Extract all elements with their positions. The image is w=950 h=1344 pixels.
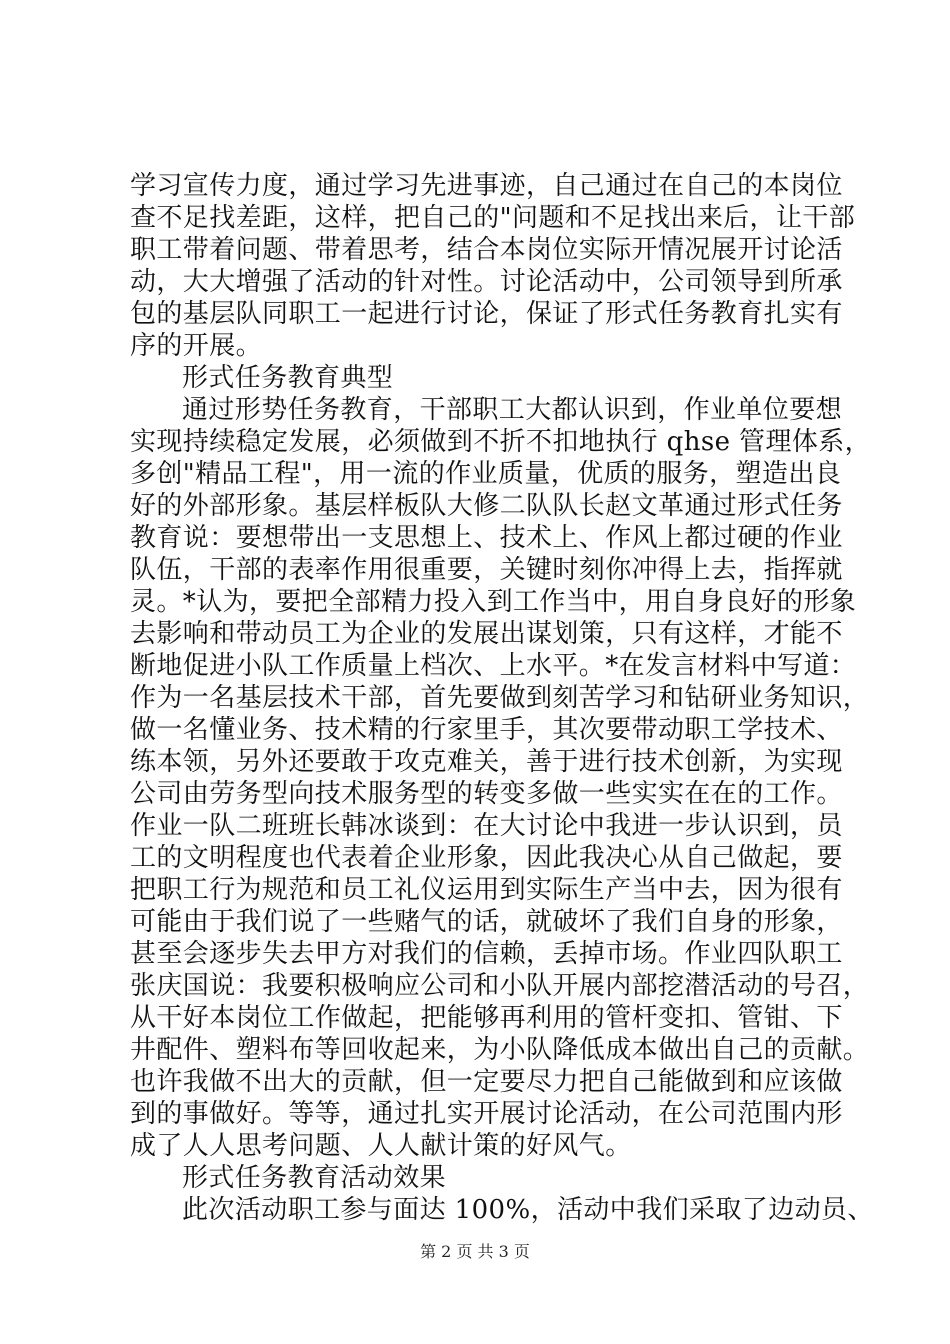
body-line: 张庆国说：我要积极响应公司和小队开展内部挖潜活动的号召， xyxy=(130,971,870,1001)
body-line: 到的事做好。等等，通过扎实开展讨论活动，在公司范围内形 xyxy=(130,1099,843,1129)
body-line: 包的基层队同职工一起进行讨论，保证了形式任务教育扎实有 xyxy=(130,299,843,329)
body-line: 练本领，另外还要敢于攻克难关，善于进行技术创新，为实现 xyxy=(130,747,843,777)
body-line: 工的文明程度也代表着企业形象，因此我决心从自己做起，要 xyxy=(130,843,843,873)
section-heading: 形式任务教育典型 xyxy=(182,363,394,393)
document-body xyxy=(130,170,874,1226)
body-line: 动，大大增强了活动的针对性。讨论活动中，公司领导到所承 xyxy=(130,267,843,297)
body-line: 序的开展。 xyxy=(130,331,263,361)
body-line: 从干好本岗位工作做起，把能够再利用的管杆变扣、管钳、下 xyxy=(130,1003,843,1033)
body-line: 成了人人思考问题、人人献计策的好风气。 xyxy=(130,1131,632,1161)
body-line: 作业一队二班班长韩冰谈到：在大讨论中我进一步认识到，员 xyxy=(130,811,843,841)
body-line: 断地促进小队工作质量上档次、上水平。*在发言材料中写道： xyxy=(130,651,857,681)
body-line: 灵。*认为，要把全部精力投入到工作当中，用自身良好的形象 xyxy=(130,587,857,617)
body-line: 把职工行为规范和员工礼仪运用到实际生产当中去，因为很有 xyxy=(130,875,843,905)
body-line: 此次活动职工参与面达 100%，活动中我们采取了边动员、 xyxy=(182,1195,874,1225)
body-line: 实现持续稳定发展，必须做到不折不扣地执行 qhse 管理体系， xyxy=(130,427,872,457)
body-line: 去影响和带动员工为企业的发展出谋划策，只有这样，才能不 xyxy=(130,619,843,649)
body-line: 也许我做不出大的贡献，但一定要尽力把自己能做到和应该做 xyxy=(130,1067,843,1097)
body-line: 队伍，干部的表率作用很重要，关键时刻你冲得上去，指挥就 xyxy=(130,555,843,585)
body-line: 教育说：要想带出一支思想上、技术上、作风上都过硬的作业 xyxy=(130,523,843,553)
body-line: 做一名懂业务、技术精的行家里手，其次要带动职工学技术、 xyxy=(130,715,843,745)
body-line: 井配件、塑料布等回收起来，为小队降低成本做出自己的贡献。 xyxy=(130,1035,870,1065)
body-line: 作为一名基层技术干部，首先要做到刻苦学习和钻研业务知识， xyxy=(130,683,870,713)
body-line: 职工带着问题、带着思考，结合本岗位实际开情况展开讨论活 xyxy=(130,235,843,265)
page-number-footer: 第 2 页 共 3 页 xyxy=(420,1242,530,1261)
body-line: 甚至会逐步失去甲方对我们的信赖，丢掉市场。作业四队职工 xyxy=(130,939,843,969)
body-line: 公司由劳务型向技术服务型的转变多做一些实实在在的工作。 xyxy=(130,779,843,809)
body-line: 通过形势任务教育，干部职工大都认识到，作业单位要想 xyxy=(182,395,843,425)
body-line: 多创"精品工程"，用一流的作业质量，优质的服务，塑造出良 xyxy=(130,459,842,489)
body-line: 可能由于我们说了一些赌气的话，就破坏了我们自身的形象， xyxy=(130,907,843,937)
section-heading: 形式任务教育活动效果 xyxy=(182,1163,447,1193)
body-line: 学习宣传力度，通过学习先进事迹，自己通过在自己的本岗位 xyxy=(130,171,843,201)
body-line: 查不足找差距，这样，把自己的"问题和不足找出来后，让干部 xyxy=(130,203,856,233)
body-line: 好的外部形象。基层样板队大修二队队长赵文革通过形式任务 xyxy=(130,491,843,521)
